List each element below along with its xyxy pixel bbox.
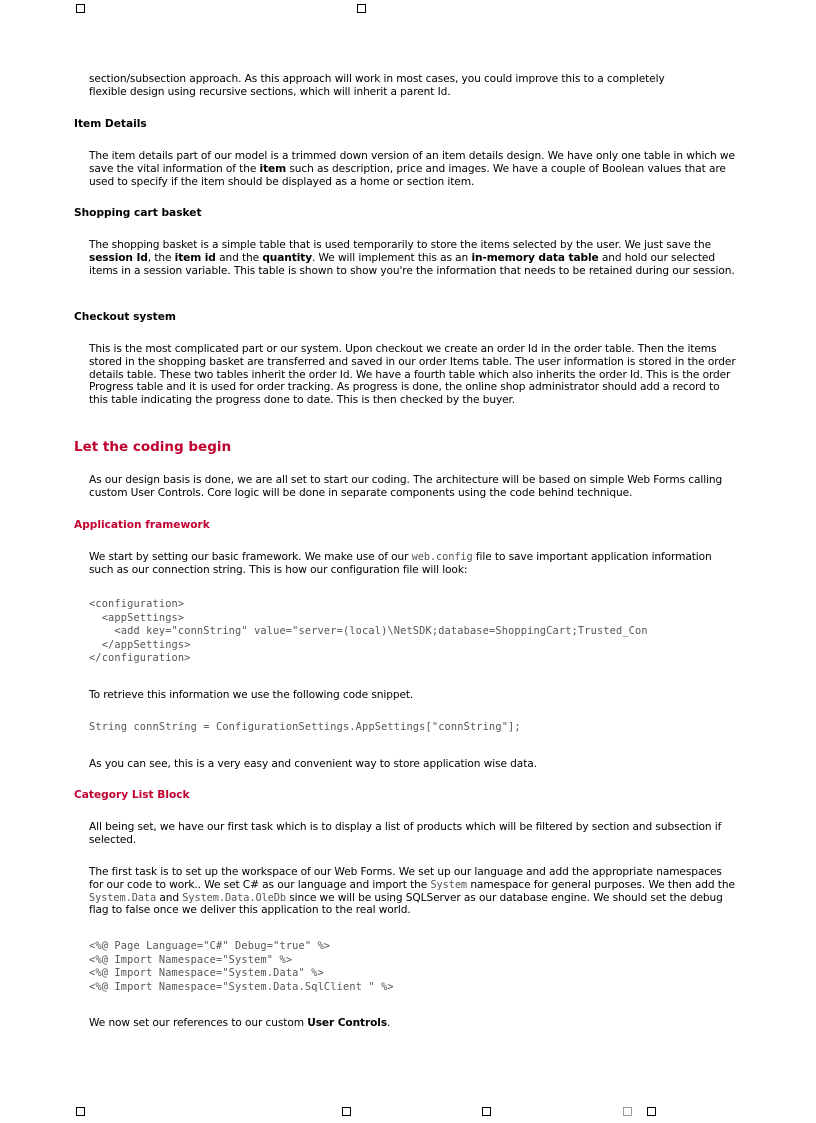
placeholder-box: [76, 1107, 85, 1116]
text-run: The item details part of our model is a trimmed down version of an item details design. We have only one table in which we save the vital information of the: [89, 150, 735, 175]
checkout-paragraph: This is the most complicated part or our system. Upon checkout we create an order Id in the order table. Then the items stored in the shopping basket are transferred and saved in our order Items table. The user information is stored in the order details table. These two tables inherit the order Id. We have a fourth table which also inherits the order Id. This is the order Progress table and it is used for order tracking. As progress is done, the online shop administrator should add a record to this table indicating the progress done to date. This is then checked by the buyer.: [89, 343, 736, 407]
coding-paragraph: As our design basis is done, we are all set to start our coding. The architecture will be based on simple Web Forms calling custom User Controls. Core logic will be done in separate components using the code behind technique.: [89, 474, 723, 499]
text-run: , the: [147, 251, 175, 264]
text-run: We now set our references to our custom: [89, 1017, 308, 1029]
bold-term: quantity: [262, 251, 313, 264]
intro-line-1: section/subsection approach. As this approach will work in most cases, you could improve this to a completely: [89, 73, 665, 85]
placeholder-box: [357, 4, 366, 13]
bold-term: item id: [174, 251, 216, 264]
text-run: The shopping basket is a simple table that is used temporarily to store the items selected by the user. We just save the: [89, 239, 712, 251]
placeholder-box: [647, 1107, 656, 1116]
bold-term: session Id: [89, 251, 148, 264]
bold-term: item: [259, 162, 287, 175]
text-run: The first task is to set up the workspace of our Web Forms. We set up our language and add the appropriate namespaces for our code to work.. We set C# as our language and import the: [89, 866, 722, 891]
directives-code-block: <%@ Page Language="C#" Debug="true" %> <%@ Import Namespace="System" %> <%@ Import Namespace="System.Data" %> <%@ Import Namespace="System.Data.SqlClient " %>: [89, 940, 394, 993]
text-run: We start by setting our basic framework. We make use of our: [89, 551, 412, 563]
text-run: such as description, price and images. We have a couple of Boolean values that are used to specify if the item should be displayed as a home or section item.: [89, 162, 726, 188]
app-framework-heading: Application framework: [74, 519, 210, 531]
text-run: namespace for general purposes. We then add the: [467, 878, 735, 891]
category-workspace-paragraph: [89, 866, 739, 917]
bold-term: in-memory data table: [471, 251, 599, 264]
app-framework-paragraph: [89, 551, 739, 577]
easy-paragraph: As you can see, this is a very easy and convenient way to store application wise data.: [89, 758, 537, 770]
text-run: .: [387, 1017, 391, 1029]
bold-term: User Controls: [307, 1017, 388, 1029]
text-run: . We will implement this as an: [312, 251, 472, 264]
placeholder-box: [623, 1107, 632, 1116]
shopping-cart-paragraph: [89, 239, 739, 277]
placeholder-box: [76, 4, 85, 13]
item-details-paragraph: [89, 150, 739, 188]
inline-code: System.Data: [89, 891, 157, 904]
inline-code: System: [430, 878, 468, 891]
intro-line-2: flexible design using recursive sections, which will inherit a parent Id.: [89, 85, 451, 98]
inline-code: System.Data.OleDb: [182, 891, 286, 904]
snippet-code-block: String connString = ConfigurationSettings.AppSettings["connString"];: [89, 721, 521, 733]
inline-code: web.config: [411, 551, 473, 563]
text-run: and hold our selected items in a session variable. This table is shown to show you're the information that needs to be retained during our session.: [89, 251, 735, 277]
checkout-heading: Checkout system: [74, 311, 176, 323]
text-run: and the: [215, 251, 263, 264]
item-details-heading: Item Details: [74, 118, 147, 130]
text-run: and: [156, 891, 183, 904]
coding-heading: Let the coding begin: [74, 439, 232, 455]
text-run: file to save important application information such as our connection string. This is how our configuration file will look:: [89, 551, 712, 576]
placeholder-box: [342, 1107, 351, 1116]
category-first-paragraph: All being set, we have our first task which is to display a list of products which will be filtered by section and subsection if selected.: [89, 821, 722, 846]
text-run: since we will be using SQLServer as our database engine. We should set the debug flag to false once we deliver this application to the real world.: [89, 891, 723, 917]
retrieve-paragraph: To retrieve this information we use the following code snippet.: [89, 689, 414, 701]
category-list-heading: Category List Block: [74, 789, 190, 801]
placeholder-box: [482, 1107, 491, 1116]
config-code-block: <configuration> <appSettings> <add key="connString" value="server=(local)\NetSDK;database=ShoppingCart;Trusted_Con </appSettings> </configuration>: [89, 598, 648, 665]
intro-paragraph: [89, 73, 739, 99]
shopping-cart-heading: Shopping cart basket: [74, 207, 202, 219]
user-controls-paragraph: [89, 1017, 739, 1030]
